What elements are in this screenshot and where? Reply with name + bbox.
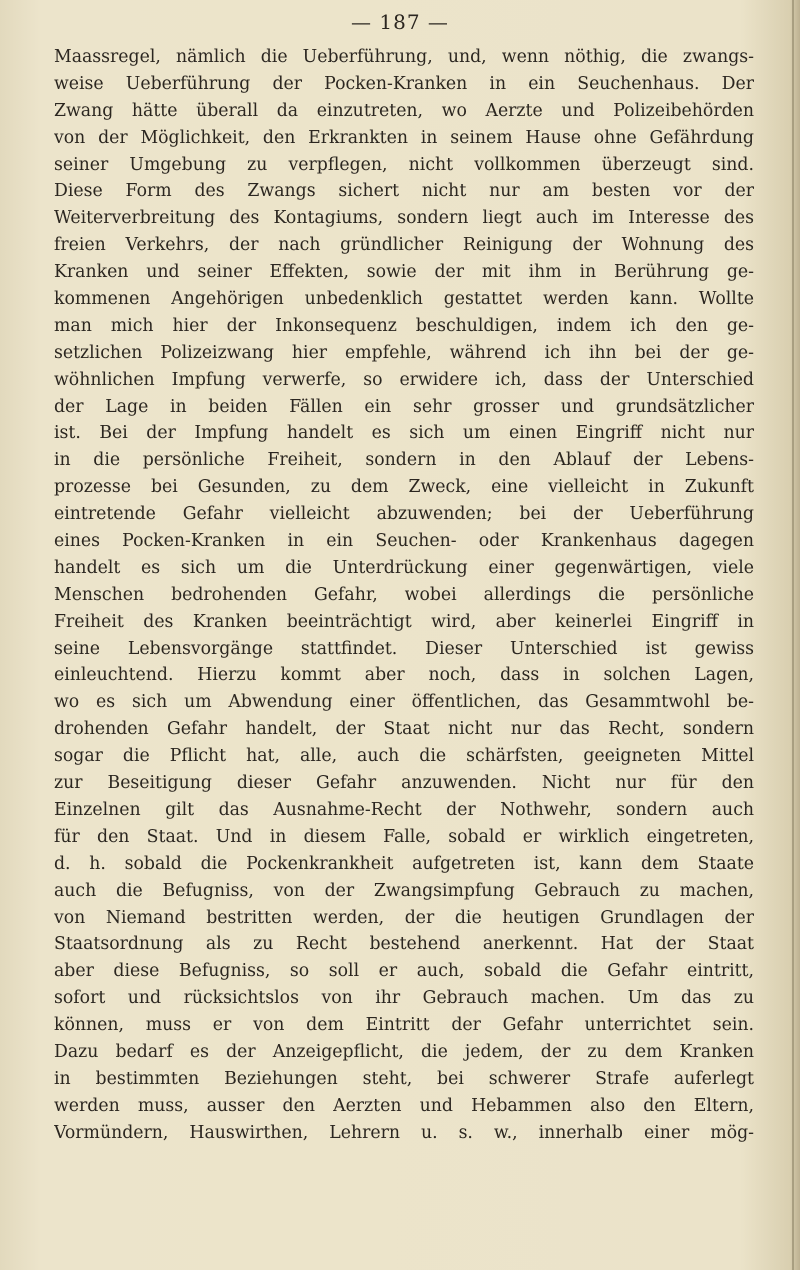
text-line: aber diese Befugniss, so soll er auch, sobald die Gefahr eintritt, xyxy=(54,961,754,982)
text-line: setzlichen Polizeizwang hier empfehle, während ich ihn bei der ge- xyxy=(54,342,754,363)
text-line: wöhnlichen Impfung verwerfe, so erwidere ich, dass der Unterschied xyxy=(54,369,754,390)
text-line: kommenen Angehörigen unbedenklich gestattet werden kann. Wollte xyxy=(54,289,754,310)
text-line: Weiterverbreitung des Kontagiums, sondern liegt auch im Interesse des xyxy=(54,208,754,229)
text-line: auch die Befugniss, von der Zwangsimpfung Gebrauch zu machen, xyxy=(54,880,754,901)
text-line: freien Verkehrs, der nach gründlicher Reinigung der Wohnung des xyxy=(54,235,754,256)
text-line: sofort und rücksichtslos von ihr Gebrauch machen. Um das zu xyxy=(54,988,754,1009)
text-line: weise Ueberführung der Pocken-Kranken in ein Seuchenhaus. Der xyxy=(54,73,754,94)
text-line: prozesse bei Gesunden, zu dem Zweck, eine vielleicht in Zukunft xyxy=(54,477,754,498)
page-edge xyxy=(792,0,794,1270)
text-line: seine Lebensvorgänge stattfindet. Dieser Unterschied ist gewiss xyxy=(54,638,754,659)
text-line: eintretende Gefahr vielleicht abzuwenden; bei der Ueberführung xyxy=(54,504,754,525)
text-line: Menschen bedrohenden Gefahr, wobei allerdings die persönliche xyxy=(54,584,754,605)
text-line: drohenden Gefahr handelt, der Staat nicht nur das Recht, sondern xyxy=(54,719,754,740)
text-line: Staatsordnung als zu Recht bestehend anerkennt. Hat der Staat xyxy=(54,934,754,955)
text-line: von Niemand bestritten werden, der die heutigen Grundlagen der xyxy=(54,907,754,928)
text-line: wo es sich um Abwendung einer öffentlichen, das Gesammtwohl be- xyxy=(54,692,754,713)
text-line: d. h. sobald die Pockenkrankheit aufgetreten ist, kann dem Staate xyxy=(54,853,754,874)
text-line: in bestimmten Beziehungen steht, bei schwerer Strafe auferlegt xyxy=(54,1068,754,1089)
text-line: handelt es sich um die Unterdrückung einer gegenwärtigen, viele xyxy=(54,557,754,578)
text-line: zur Beseitigung dieser Gefahr anzuwenden. Nicht nur für den xyxy=(54,773,754,794)
text-line: Zwang hätte überall da einzutreten, wo Aerzte und Polizeibehörden xyxy=(54,100,754,121)
text-line: der Lage in beiden Fällen ein sehr grosser und grundsätzlicher xyxy=(54,396,754,417)
text-line: werden muss, ausser den Aerzten und Hebammen also den Eltern, xyxy=(54,1095,754,1116)
body-text xyxy=(54,44,754,1147)
text-line: Einzelnen gilt das Ausnahme-Recht der Nothwehr, sondern auch xyxy=(54,799,754,820)
text-line: von der Möglichkeit, den Erkrankten in seinem Hause ohne Gefährdung xyxy=(54,127,754,148)
text-line: Freiheit des Kranken beeinträchtigt wird, aber keinerlei Eingriff in xyxy=(54,611,754,632)
text-line: Diese Form des Zwangs sichert nicht nur am besten vor der xyxy=(54,181,754,202)
text-line: einleuchtend. Hierzu kommt aber noch, dass in solchen Lagen, xyxy=(54,665,754,686)
text-line: eines Pocken-Kranken in ein Seuchen- oder Krankenhaus dagegen xyxy=(54,531,754,552)
text-line: sogar die Pflicht hat, alle, auch die schärfsten, geeigneten Mittel xyxy=(54,746,754,767)
page-number: — 187 — xyxy=(351,10,449,34)
text-line: Vormündern, Hauswirthen, Lehrern u. s. w., innerhalb einer mög- xyxy=(54,1122,754,1143)
text-line: man mich hier der Inkonsequenz beschuldigen, indem ich den ge- xyxy=(54,315,754,336)
text-line: für den Staat. Und in diesem Falle, sobald er wirklich eingetreten, xyxy=(54,826,754,847)
text-line: Dazu bedarf es der Anzeigepflicht, die jedem, der zu dem Kranken xyxy=(54,1041,754,1062)
text-line: Kranken und seiner Effekten, sowie der mit ihm in Berührung ge- xyxy=(54,262,754,283)
text-line: können, muss er von dem Eintritt der Gefahr unterrichtet sein. xyxy=(54,1015,754,1036)
text-line: seiner Umgebung zu verpflegen, nicht vollkommen überzeugt sind. xyxy=(54,154,754,175)
text-line: Maassregel, nämlich die Ueberführung, und, wenn nöthig, die zwangs- xyxy=(54,47,754,67)
text-line: ist. Bei der Impfung handelt es sich um einen Eingriff nicht nur xyxy=(54,423,754,444)
text-line: in die persönliche Freiheit, sondern in den Ablauf der Lebens- xyxy=(54,450,754,471)
